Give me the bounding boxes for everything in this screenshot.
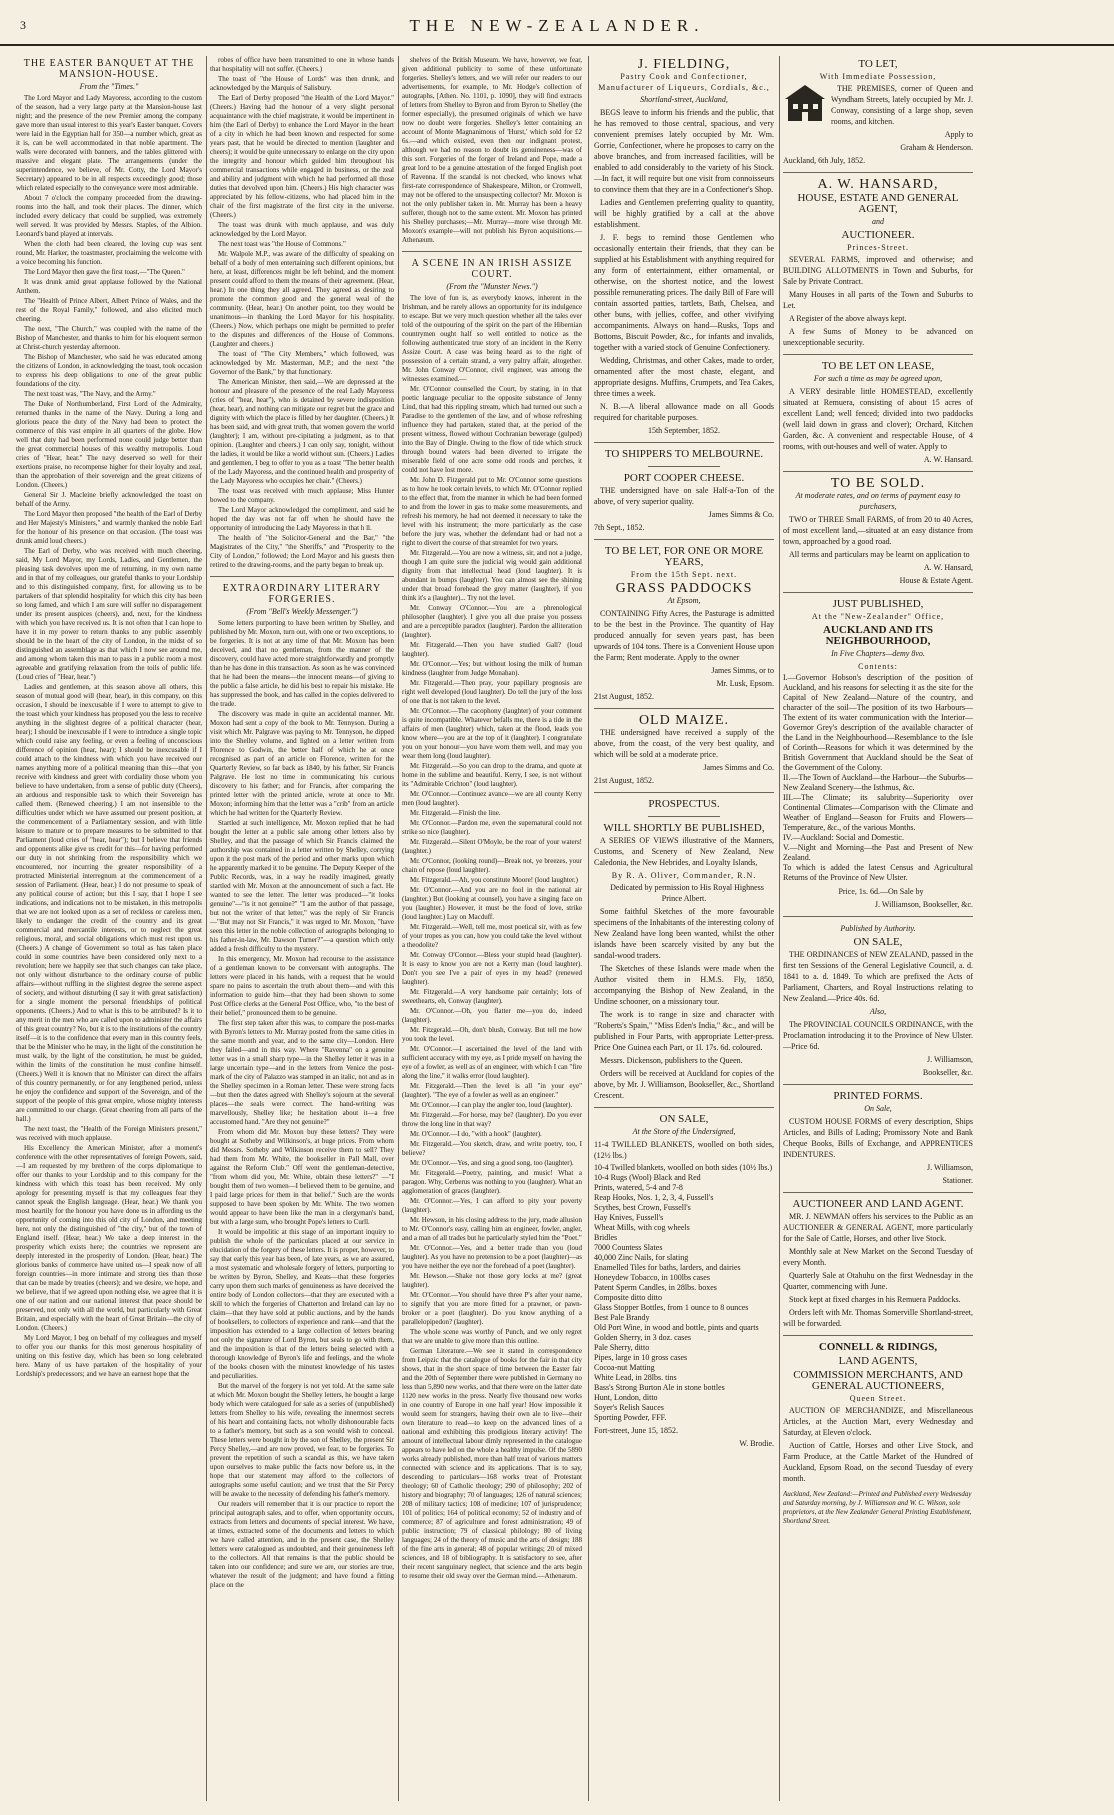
ad-date: 7th Sept., 1852. — [594, 523, 645, 532]
ad-text: THE ORDINANCES of NEW ZEALAND, passed in the first ten Sessions of the General Legislative Council, a. d. 1841 to a. d. 1849. To which are prefixed the Acts of Parliament, Charters, and Royal Instructions relating to New Zealand.—Price 40s. 6d. — [783, 950, 973, 1003]
paragraph: In this emergency, Mr. Moxon had recourse to the assistance of a gentleman known to be conversant with autographs. The letters were placed in his hands, with a request that he would spare no pains to ascertain the truth about them—and with this information to guide him—that they had been shown to some Post Office clerks at the General Post Office, who, "to the best of their belief," pronounced them to be genuine. — [210, 955, 394, 1017]
ad-date: 15th September, 1852. — [647, 426, 721, 435]
ad-signature: James Simms and Co. — [703, 763, 774, 772]
paragraph: Mr. O'Connor counselled the Court, by stating, in in that poetic language peculiar to the opposite substance of Jenny Lind, that had this rippling stream, which had turned out such a Paradise to the gentlemen of the law, and of whose refreshing influence they had partaken, stated that, at the period of the present witness, flowed without Cochranian bewerage (gulped) into the Bay of Dingle. Owing to the flow of tide which struck through bound waters had been diverted to irrigate the miserable field of one acre some odd roods and perches, it could not have lost more. — [402, 385, 582, 474]
paragraph: The discovery was made in quite an accidental manner. Mr. Moxon had sent a copy of the book to Mr. Tennyson. During a visit which Mr. Palgrave was paying to Mr. Tennyson, he dipped into the Shelley volume, and lighted on a letter written from Florence to Godwin, the better half of which he at once recognised as part of an article on Florence, written for the Quarterly Review, so far back as 1840, by his father, Sir Francis Palgrave. He lost no time in communicating his curious discovery to his father; and for Francis, after comparing the printed letter with the printed article, wrote at once to Mr. Moxon; informing him that the letter was a "crib" from an article which he had written for the Quarterly Review. — [210, 710, 394, 817]
ad-text: THE undersigned have on sale Half-a-Ton of the above, of very superior quality. — [594, 486, 774, 506]
ad-text: The Sketches of these Islands were made when the Author visited them in H.M.S. Fly, 1850, accompanying the Bishop of New Zealand, in the Undine schooner, on a missionary tour. — [594, 964, 774, 1006]
maize-advertisement — [594, 715, 774, 786]
paragraph: The toast of "the House of Lords" was then drunk, and acknowledged by the Marquis of Salisbury. — [210, 75, 394, 92]
paragraph: Mr. O'Connor.—The cacophony (laughter) of your comment is quite incompatible. Whatever befalls me, there is a tide in the affairs of men (laughter) which, taken at the flood, leads you know where—you are at the top of it (laughter). I congratulate you on your honour—you have worn them well, and may you wear them long (loud laughter). — [402, 707, 582, 760]
ad-subheading: Pastry Cook and Confectioner, Manufacturer of Liqueurs, Cordials, &c., — [598, 72, 770, 92]
ad-heading: ON SALE, — [659, 1113, 709, 1125]
article-title: THE EASTER BANQUET AT THE MANSION-HOUSE. — [23, 58, 195, 80]
fielding-advertisement — [594, 59, 774, 436]
ad-text: SEVERAL FARMS, improved and otherwise; and BUILDING ALLOTMENTS in Town and Suburbs, for Sale by Private Contract. — [783, 255, 973, 286]
ad-subheading: LAND AGENTS, — [838, 1355, 918, 1367]
ad-dedication: Dedicated by permission to His Royal Highness Prince Albert. — [610, 883, 764, 903]
paragraph: Mr. Fitzgerald.—Silent O'Moyle, be the roar of your waters! (laughter.) — [402, 838, 582, 855]
column-rule — [206, 56, 207, 1801]
sale-item: 10-4 Rugs (Wool) Black and Red — [594, 1173, 701, 1182]
paragraph: Mr. O'Connor, (looking round)—Break not, ye breezes, your chain of repose (loud laughter). — [402, 857, 582, 874]
ad-title: GRASS PADDOCKS — [615, 581, 753, 596]
ad-apply: Apply to — [944, 130, 973, 139]
paragraph: The toast of "The City Members," which followed, was acknowledged by Mr. Masterman, M.P.; and the next "the Governor of the Bank," by that functionary. — [210, 350, 394, 376]
ad-date: 21st August, 1852. — [594, 776, 655, 785]
ad-text: Auction of Cattle, Horses and other Live Stock, and Farm Produce, at the Cattle Market of the Hundred of Auckland, Epsom Road, on the second Tuesday of every month. — [783, 1441, 973, 1483]
divider — [648, 816, 720, 817]
sale-item: Soyer's Relish Sauces — [594, 1403, 664, 1412]
ad-heading: Published by Authority. — [840, 924, 916, 933]
column-5 — [783, 56, 973, 1801]
ad-subheading: AUCTIONEER. — [841, 229, 915, 241]
divider — [783, 172, 973, 173]
article-body — [402, 294, 582, 1346]
sale-item: Pale Sherry, ditto — [594, 1343, 650, 1352]
ad-address: Princes-Street. — [847, 243, 909, 252]
paragraph: The health of "the Solicitor-General and the Bar," "the Magistrates of the City," "the Sheriffs," and "Prosperity to the City of London," followed; the Lord Mayor and his guests then retired to the drawing-rooms, and the party began to break up. — [210, 534, 394, 569]
ad-heading: J. FIELDING, — [637, 57, 731, 72]
column-1 — [16, 56, 202, 1801]
contents-item: II.—The Town of Auckland—the Harbour—the Suburbs—New Zealand Scenery—the Isthmus, &c. — [783, 773, 973, 792]
ad-text: Many Houses in all parts of the Town and Suburbs to Let. — [783, 290, 973, 310]
sale-item: Golden Sherry, in 3 doz. cases — [594, 1333, 692, 1342]
sale-item: Old Port Wine, in wood and bottle, pints and quarts — [594, 1323, 759, 1332]
column-3 — [402, 56, 582, 1801]
paddocks-advertisement — [594, 546, 774, 702]
sale-item: Honeydew Tobacco, in 100lbs cases — [594, 1273, 710, 1282]
column-rule — [779, 56, 780, 1801]
divider — [783, 916, 973, 917]
sale-item: Best Pale Brandy — [594, 1313, 650, 1322]
contents-item: III.—The Climate; its salubrity—Superiority over Continental Climates—Comparison with the Climate and Weather of England—Season for Fruits and Flowers—Temperature, &c., of the various Months. — [783, 793, 973, 832]
forms-advertisement — [783, 1091, 973, 1186]
ad-date: 21st August, 1852. — [594, 692, 655, 701]
paragraph: General Sir J. Macleine briefly acknowledged the toast on behalf of the Army. — [16, 491, 202, 508]
contents-item: I.—Governor Hobson's description of the position of Auckland, and his reasons for selecting it as the site for the Capital of New Zealand—Nature of the country, and character of the soil—The position of its two Harbours—The extent of its water communication with the Interior—Governor Grey's description of the available character of the Land in the Neighbourhood—Resemblance to the Isle of Corinth—Reasons for which it was determined by the British Government that Auckland should be the Seat of the Government of the Colony. — [783, 673, 973, 772]
paragraph: The next toast was "the House of Commons." — [218, 240, 346, 248]
ad-address: Queen Street. — [849, 1394, 907, 1403]
ad-text: MR. J. NEWMAN offers his services to the Public as an AUCTIONEER & GENERAL AGENT, more particularly for the Sale of Cattle, Horses, and other live Stock. — [783, 1212, 973, 1243]
ad-also: Also, — [869, 1007, 887, 1016]
divider — [648, 466, 720, 467]
ad-signature: W. Brodie. — [739, 1439, 774, 1448]
ad-signature: J. Williamson, — [927, 1055, 973, 1064]
ad-heading: TO SHIPPERS TO MELBOURNE. — [604, 448, 764, 460]
sale-item: Composite ditto ditto — [594, 1293, 663, 1302]
paragraph: When the cloth had been cleared, the loving cup was sent round, Mr. Harker, the toastmaster, proclaiming the welcome with a voice becoming his function. — [16, 240, 202, 266]
sale-item: Pipes, large in 10 gross cases — [594, 1353, 688, 1362]
ad-title: AUCKLAND AND ITS NEIGHBOURHOOD, — [822, 624, 934, 647]
paragraph: The next toast, the "Health of the Foreign Ministers present," was received with much applause. — [16, 1125, 202, 1142]
ad-place: At Epsom, — [667, 596, 701, 605]
divider — [783, 592, 973, 593]
ad-text: A Register of the above always kept. — [789, 314, 907, 323]
ad-text: THE undersigned have received a supply of the above, from the coast, of the very best quality, and which will be sold at a moderate price. — [594, 728, 774, 759]
paragraph: Mr. Hewson.—Shake not those gory locks at me? (great laughter). — [402, 1272, 582, 1289]
paragraph: robes of office have been transmitted to one in whose hands that hospitality will not suffer. (Cheers.) — [210, 56, 394, 73]
ad-heading: PROSPECTUS. — [648, 798, 720, 810]
divider — [594, 1107, 774, 1108]
paragraph: shelves of the British Museum. We have, however, we fear, given additional publicity to some of these unfortunate forgeries. Shelley's letters, and we will refer our readers to our advertisements, for example, to Mr. Hodge's collection of autographs, [Athen. No. 1101, p. 1090], they will find extracts of letters from Shelley to Byron and from Byron to Shelley (the former especially), the presumed originals of which we have now no doubt were forgeries. Shelley's letter containing an account of Monte Magnanimous of 'Hurst,' which sold for £2 6s.—and which existed, even then our indignant protest, although we had no reason to doubt its genuineness—was of this sort. Forgeries of the forger of Ireland and Pope, made a great lord to be a genuine attestation of the forged English poet of Ravenna. If the scandal is not checked, who knows what first-rate correspondence of Shakespeare, Milton, or Cromwell, may not be offered to the unsuspecting collector? Mr. Moxon is not the only publisher taken in. Mr. Murray has been a heavy sufferer, though not to the same extent. Mr. Moxon has printed his Shelley purchases;—Mr. Murray—more wise through Mr. Moxon's example—will not publish his Byron acquisitions.—Athenæum. — [402, 56, 582, 244]
paragraph: The American Minister, then said,—We are depressed at the honour and pleasure of the presence of the real Lady Mayoress (cries of "hear, hear"), who is detained by severe indisposition (hear, hear), and nothing can mitigate our regret but the grace and dignity with which the place is filled by her daughter. (Cheers.) It has been said, and with great truth, that women govern the world (laughter); I am, without pre-cipitating a judgment, as to that opinion. (Laughter and cheers.) I can only say, tonight, without the ladies, it would be like a world without sun. (Cheers.) Ladies and gentlemen, I beg to offer to you as a toast "The better health of the Lady Mayoress, and the continued health and prosperity of the Lady Mayoress who occupies her chair." (Cheers.) — [210, 378, 394, 485]
sale-item: Hay Knives, Fussell's — [594, 1213, 664, 1222]
ad-signature: J. Williamson, — [927, 1163, 973, 1172]
ad-subheading: At the Store of the Undersigned, — [632, 1127, 736, 1136]
paragraph: The Earl of Derby, who was received with much cheering, said, My Lord Mayor, my Lords, Ladies, and Gentlemen, the pleasing task devolves upon me of returning, in my own name and in that of my colleagues, our grateful thanks to your Lordship and to this distinguished company, first, for allowing us to be partakers of that splendid hospitality for which this city has been so long famed, and which I am sure will suffer no disparagement under its present auspices (cheers), and, next, for the kindness with which you have received us. It is not often that I can hope to have it in my power to return thanks to any public assembly should be in the heart of the city of London, in the midst of so distinguished an assemblage as that which I now see around me, and among whom taken this man to pass in a public room a most agreeable and gratifying relaxation from the toils of public life. (Loud cries of "Hear, hear.") — [16, 547, 202, 681]
column-2 — [210, 56, 394, 1801]
paragraph: It was drunk amid great applause followed by the National Anthem. — [16, 278, 202, 295]
paragraph: Mr. O'Connor.—You should have three P's after your name, to signify that you are more fitted for a prawner, or pawn-broker or a poet (laughter). Do you know anything of a parallelopipedon? (laughter). — [402, 1291, 582, 1326]
column-rule — [588, 56, 589, 1801]
ad-subheading: COMMISSION MERCHANTS, AND GENERAL AUCTIONEERS, — [793, 1369, 963, 1392]
divider — [783, 471, 973, 472]
ad-signature: James Simms, or to — [711, 666, 774, 675]
paragraph: The Bishop of Manchester, who said he was educated among the citizens of London, in acknowledging the toast, took occasion to express his deep obligations to one of the great public foundations of the city. — [16, 353, 202, 388]
newspaper-title: THE NEW-ZEALANDER. — [409, 16, 705, 35]
ad-text: A VERY desirable little HOMESTEAD, excellently situated at Remuera, consisting of about 15 acres of excellent Land; well fenced; divided into two paddocks (well laid down in grass and clover); Orchard, Kitchen Garden, &c. A convenient and respectable House, of 4 rooms, with out-houses and well of water. Apply to — [783, 387, 973, 451]
paragraph: Mr. O'Connor.—Yes, and a better trade than you (loud laughter). As you have no pretension to be a poet (laughter)—as you have neither the eye nor the forehead of a poet (laughter). — [402, 1244, 582, 1270]
divider — [783, 1192, 973, 1193]
sale-item: Patent Sperm Candles, in 28lbs. boxes — [594, 1283, 717, 1292]
ad-text: All terms and particulars may be learnt on application to — [789, 550, 970, 559]
article-source: (From "Bell's Weekly Messenger.") — [246, 607, 358, 616]
article-title: A SCENE IN AN IRISH ASSIZE COURT. — [411, 258, 573, 280]
contents-list — [783, 673, 973, 883]
ad-text: N. B.—A liberal allowance made on all Goods required for charitable purposes. — [594, 402, 774, 422]
paragraph: Mr. O'Connor.—I can play the angler too, loud (laughter). — [410, 1101, 573, 1109]
paragraph: The toast was drunk with much applause, and was duly acknowledged by the Lord Mayor. — [210, 221, 394, 238]
paragraph: Mr. John D. Fitzgerald put to Mr. O'Connor some questions as to how he took certain levels, to which Mr. O'Connor replied to the effect that, from the manner in which he had been formed to and from the lower in gas to make some measurements, and refresh his memory, he had not deemed it necessary to take the level with his instrument; the more particularly as the case before the jury was, whether the defendant had or had not a right to divert the course of that streamlet for two years. — [402, 476, 582, 547]
authority-advertisement — [783, 923, 973, 1078]
lease-advertisement — [783, 361, 973, 465]
paragraph: Mr. Fitzgerald.—Oh, don't blush, Conway. But tell me how you took the level. — [402, 1026, 582, 1043]
house-icon — [783, 85, 827, 123]
paragraph: The toast was received with much applause; Miss Hunter bowed to the company. — [210, 487, 394, 504]
page-number: 3 — [20, 18, 26, 32]
paragraph: It would be impolitic at this stage of an important inquiry to publish the whole of the particulars placed at our service in elucidation of the forgery of these letters. It is proper, however, to say that early this year has been, of late years, as we are assured, a most systematic and wholesale forgery of letters, purporting to be written by Byron, Shelley, and Keats—that these forgeries carry upon them such marks of genuineness as have deceived the entire body of London collectors—that they are executed with a skill to which the forgeries of Chatterton and Ireland can lay no claim—that they have sold at public auctions, and by the hands of booksellers, to collectors of experience and rank—and that the imposition has extended to a large collection of letters bearing not only the signature of Lord Byron, but seals to go with them, and the imposition is that of the letters being selected with a thorough knowledge of Byron's life and feelings, and the whole of the books chosen with the minutest knowledge of his tastes and peculiarities. — [210, 1228, 394, 1380]
paragraph: The Lord Mayor and Lady Mayoress, according to the custom of the season, had a very large party at the Mansion-house last night; and the presence of the new Premier among the company gave more than usual interest to this year's Easter banquet. Covers were laid in the Egyptian hall for 350—a number which, great as it is, can be well accommodated in that noble apartment. The walls were decorated with banners, and the tables glittered with massive and elegant plate. The arrangements (under the superintendence, we believe, of Mr. Cotty, the Lord Mayor's Secretary) appeared to be in all respects exceedingly good; those which related especially to the conveyance were most admirable. — [16, 94, 202, 192]
divider — [783, 1084, 973, 1085]
paragraph: Our readers will remember that it is our practice to report the principal autograph sales, and to offer, when opportunity occurs, extracts from letters and documents of special interest. We have, at times, extracted some of the documents and letters to which we have called attention, and in the present case, the Shelley letters were catalogued as undoubted, and their genuineness left to the collectors. All that remains is that the public should be taken into our confidence; and sure we are, our stories are true, whatever the result of the judgment; and have found a fitting place on the — [210, 1500, 394, 1589]
ad-text: Ladies and Gentlemen preferring quality to quantity, will be highly gratified by a call at the above establishment. — [594, 198, 774, 229]
ad-heading: TO BE SOLD. — [830, 476, 926, 491]
column-4 — [594, 56, 774, 1801]
brodie-sale-advertisement — [594, 1114, 774, 1449]
paragraph: Mr. Walpole M.P., was aware of the difficulty of speaking on behalf of a body of men entertaining such different opinions, but here, at least, differences might be left behind, and the moment present could afford to them the means of their agreement. (Hear, hear.) In one thing they all agreed. They agreed as desiring to promote the common good and the general weal of the community. (Hear, hear.) On another point, too they would be unanimous—in thanking the Lord Mayor for his hospitality. (Cheers.) Now, which perhaps one might be permitted to prefer to the disputes and differences of the House of Commons. (Laughter and cheers.) — [210, 250, 394, 348]
ad-subheading: At moderate rates, and on terms of payment easy to purchasers, — [795, 491, 961, 511]
ad-heading: A. W. HANSARD, — [817, 177, 939, 192]
connell-advertisement — [783, 1342, 973, 1484]
ad-text: BEGS leave to inform his friends and the public, that he has removed to those central, spacious, and very convenient premises lately occupied by Mr. Wm. Gorrie, Confectioner, where he proposes to carry on the above branches, and from increased facilities, will be enabled to add considerably to the variety of his Stock.—In fact, it will require but one visit from connoisseurs to convince them that they are in a Confectioner's Shop. — [594, 108, 774, 194]
paragraph: Mr. Hewson, in his closing address to the jury, made allusion to Mr. O'Connor's easy, calling him an engineer, fowler, angler, and a man of all trades but he particularly styled him the "Poet." — [402, 1216, 582, 1242]
ad-lead-item: 11-4 TWILLED BLANKETS, woolled on both sides, (12½ lbs.) — [594, 1140, 774, 1160]
contents-item: IV.—Auckland: Social and Domestic. — [783, 833, 904, 842]
prospectus-advertisement — [594, 799, 774, 1101]
paragraph: Mr. O'Connor.—Yes, and sing a good song, too (laughter). — [410, 1159, 574, 1167]
masthead — [0, 14, 1114, 46]
ad-price: Price, 1s. 6d.—On Sale by — [838, 887, 924, 896]
ad-text: CUSTOM HOUSE FORMS of every description, Ships Articles, and Bills of Lading; Promissory Note and Bank Cheque Books, Bills of Exchange, and APPRENTICES INDENTURES. — [783, 1117, 973, 1159]
ad-subheading: At the "New-Zealander" Office, — [811, 612, 945, 621]
sale-item: Wheat Mills, with cog wheels — [594, 1223, 690, 1232]
divider — [210, 576, 394, 577]
ad-text: A SERIES OF VIEWS illustrative of the Manners, Customs, and Scenery of New Zealand, New Caledonia, the New Hebrides, and Loyalty Islands, — [594, 836, 774, 867]
paragraph: Mr. O'Connor.—And you are no fool in the national air (laughter.) But (looking at counsel), you have a singing face on you (laughter.) However, it must be the food of love, strike (loud laughter.) Lay on Macduff. — [402, 886, 582, 921]
paragraph: The "Health of Prince Albert, Albert Prince of Wales, and the rest of the Royal Family," followed, and also elicited much cheering. — [16, 297, 202, 323]
ad-heading: TO BE LET, FOR ONE OR MORE YEARS, — [604, 545, 764, 568]
ad-subheading: WILL SHORTLY BE PUBLISHED, — [603, 822, 765, 834]
ad-text: AUCTION OF MERCHANDIZE, and Miscellaneous Articles, at the Auction Mart, every Wednesday and Saturday, at Eleven o'clock. — [783, 1406, 973, 1437]
paragraph: The next, "The Church," was coupled with the name of the Bishop of Manchester, and thanks to him for his eloquent sermon at Christ-church yesterday afternoon. — [16, 325, 202, 351]
ad-subheading: ON SALE, — [853, 936, 903, 948]
ad-subheading: From the 15th Sept. next. — [630, 570, 738, 579]
ad-date: Auckland, 6th July, 1852. — [783, 156, 866, 165]
sale-item: Cocoa-nut Matting — [594, 1363, 655, 1372]
paragraph: Mr. Fitzgerald.—Then you have studied Gall? (loud laughter). — [402, 641, 582, 658]
sale-item: White Lead, in 28lbs. tins — [594, 1373, 677, 1382]
paragraph: Mr. Fitzgerald.—Poetry, painting, and music! What a paragon. Why, Cerberus was nothing to you (laughter). What an agglomeration of graces (laughter). — [402, 1169, 582, 1195]
paragraph: Mr. Conway O'Connor.—You are a phrenological philosopher (laughter). I give you all due praise you possess and are a perceptible paradox (laughter). Pardon the alliteration (laughter). — [402, 604, 582, 639]
ad-conjunction: and — [872, 217, 884, 226]
ad-signature: House & Estate Agent. — [899, 576, 973, 585]
paragraph: Mr. Fitzgerald.—Then pray, your papillary prognosis are right well developed (loud laughter). Do tell the jury of the loss of one that is not taken to the level. — [402, 679, 582, 705]
ad-contents-label: Contents: — [858, 662, 898, 671]
paragraph: Mr. O'Connor.—I ascertained the level of the land with sufficient accuracy with my eye, as I pride myself on having the eye of a fowler, as well as of an engineer, with which I can "fire along the line," it walks error (loud laughter). — [402, 1045, 582, 1080]
ad-text: The PROVINCIAL COUNCILS ORDINANCE, with the Proclamation introducing it to the Province of New Ulster.—Price 6d. — [783, 1020, 973, 1051]
sale-item-list — [594, 1163, 774, 1423]
ad-text: J. F. begs to remind those Gentlemen who occasionally entertain their friends, that they can be supplied at his Establishment with anything required for any form of entertainment, either ornamental, or otherwise, on the shortest notice, and the lowest possible remunerating prices. The daily Bill of Fare will contain assorted patties, tartlets, Bath, Chelsea, and other buns, with jellies, coffee, and other vivifying accompaniments. Always on hand—Rusks, Tops and Bottoms, Biscuit Powder, &c., for infants and invalids, together with a varied stock of Genuine Confectionery. — [594, 233, 774, 352]
ad-heading: TO BE LET ON LEASE, — [821, 360, 935, 372]
ad-signature: Stationer. — [942, 1176, 973, 1185]
ad-text: TWO or THREE Small FARMS, of from 20 to 40 Acres, of most excellent land,—situated at an easy distance from town, approached by a good road. — [783, 515, 973, 546]
ad-heading: TO LET, — [858, 58, 898, 70]
contents-item: V.—Night and Morning—the Past and Present of New Zealand. — [783, 843, 973, 862]
ad-signature: A. W. Hansard. — [923, 455, 973, 464]
divider — [594, 708, 774, 709]
ad-signature: Graham & Henderson. — [900, 143, 973, 152]
sale-item: Hunt, London, ditto — [594, 1393, 658, 1402]
ad-signature: Mr. Lusk, Epsom. — [716, 679, 774, 688]
ad-signature: J. Williamson, Bookseller, &c. — [874, 900, 973, 909]
ad-subheading: With Immediate Possession, — [819, 72, 937, 81]
ad-heading: JUST PUBLISHED, — [832, 598, 924, 610]
paragraph: Mr. Fitzgerald.—Then the level is all "in your eye" (laughter). "The eye of a fowler as well as an engineer." — [402, 1082, 582, 1099]
article-body — [16, 94, 202, 1379]
divider — [783, 354, 973, 355]
sale-item: 7000 Countess Slates — [594, 1243, 663, 1252]
paragraph: Mr. Fitzgerald.—A very handsome pair certainly; lots of sweethearts, eh, Conway (laughter). — [402, 988, 582, 1005]
paragraph: My Lord Mayor, I beg on behalf of my colleagues and myself to offer you our thanks for this most generous hospitality of uniting on this festive day, which has been so long celebrated here. Many of us have partaken of the hospitality of your Lordship's predecessors; and we have an earnest hope that the — [16, 1334, 202, 1378]
paragraph: Mr. Conway O'Connor.—Bless your stupid head (laughter). It is easy to know you are not a Kerry man (loud laughter). Don't you see I've a pair of eyes in my head? (renewed laughter). — [402, 951, 582, 986]
paragraph: Mr. O'Connor.—Yes; but without losing the milk of human kindness (laughter from Judge Monahan). — [402, 660, 582, 677]
shippers-advertisement — [594, 449, 774, 533]
ad-author: By R. A. Oliver, Commander, R.N. — [611, 871, 757, 880]
ad-subheading: On Sale, — [864, 1104, 892, 1113]
divider — [783, 1335, 973, 1336]
paragraph: About 7 o'clock the company proceeded from the drawing-rooms into the hall, and took their places. The dinner, which included every delicacy that could be supplied, was extremely well served. It was provided by Messrs. Staples, of the Albion. Leonard's band played at intervals. — [16, 194, 202, 238]
sale-item: Scythes, best Crown, Fussell's — [594, 1203, 691, 1212]
ad-subheading: HOUSE, ESTATE AND GENERAL AGENT, — [797, 192, 959, 215]
ad-text: Quarterly Sale at Otahuhu on the first Wednesday in the Quarter, commencing with June. — [783, 1271, 973, 1291]
ad-heading: CONNELL & RIDINGS, — [818, 1341, 938, 1353]
sale-item: Bridles — [594, 1233, 618, 1242]
sale-item: 10-4 Twilled blankets, woolled on both sides (10½ lbs.) — [594, 1163, 773, 1172]
paragraph: The Lord Mayor then gave the first toast,—"The Queen." — [24, 268, 185, 276]
paragraph: Startled at such intelligence, Mr. Moxon replied that he had bought the letter at a public sale among other letters also by Shelley, and that the passage of which Sir Francis claimed the authorship was contained in a letter written by Shelley, corrying upon it the post mark of the period and other marks upon which he apparently marked it to be genuine. The Deputy Keeper of the Public Records, was, in a way he readily imagined, greatly startled with Mr. Moxon at the announcement of such a fact. He wanted to see the letter. The letter was produced—"it looks genuine"—"is it not genuine?" "I am the author of that passage, but not the writer of that letter," was the reply of Sir Francis —"But may not Sir Francis," it was urged to Mr. Moxon, "have seen this letter in the noble collection of autographs belonging to his father-in-law, Mr. Dawson Turner?"—a question which only added a fresh difficulty to the mystery. — [210, 819, 394, 953]
paragraph: Mr. Fitzgerald.—Finish the line. — [410, 809, 501, 817]
paragraph: Ladies and gentlemen, at this season above all others, this season of mutual good will (hear, hear), in this company, on this occasion, I should be inexcusable if I were to attempt to give to the toast which your kindness has proposed you the less to receive anything in the slightest degree of a political character (hear, hear); I should be inexcusable if I were to introduce a single topic which could raise any feeling, or even a feeling of unconscious difference of opinion (hear, hear); I should be inexcusable if I could attach to the kindness with which you have received our names anything more of a political meaning than this—that you receive with kindness and greet with cordiality those whom you believe to have undertaken, from a sense of public duty (Cheers), an arduous and responsible task to which their Sovereign has called them. (Renewed cheering.) I am not insensible to the difficulties under which we have assumed our present position, at the commencement of a Parliamentary session, and with little leisure to mature or to prepare measures to be submitted to that Parliament (loud cries of "hear, hear"); but I believe that friends and opponents alike give us credit for this—for having performed our duty in not shrinking from the responsibility which we encountered, nor incurring the greater responsibility of a protracted Ministerial interregnum at the commencement of a session of Parliament. (Hear, hear.) I do not presume to speak of any political course of action; but this I say, that I hope I see indications, and indications not to be mistaken, in this metropolis that we are not looked upon as a set of reckless or careless men, likely to endanger the credit of the country and its great commercial and mercantile interests, or to neglect the great religious, moral, and social obligations which must rest upon us. (Cheers.) A change of Government so total as has taken place could in some countries have been considered only next to a revolution; here we happily see that such changes can take place, not only without disturbance to the ordinary course of public affairs—without ruffling in the slightest degree the serene aspect of society, and without disturbing (I say it with great satisfaction) for a single moment the personal friendships of political opponents. (Cheers.) And to what is this to be attributed? Is it to any merit in the men who are called upon to administer the affairs of this great country? No, but it is to the institutions of the country itself—it is to the confidence that every man in this country feels, that be the Minister who he may, in the light of the constitution he must walk, by the light of the constitution, he must be guided, within the limits of the constitution he must confine himself. (Cheers.) Well it is known that no Minister can direct the affairs of this country permanently, or for any lengthened period, unless he enjoy the confidence and support of the Sovereign, and of the support of the people of this great empire, whose mighty interests are committed to our charge. (Great cheering from all parts of the hall.) — [16, 683, 202, 1123]
divider — [594, 539, 774, 540]
ad-text: Orders will be received at Auckland for copies of the above, by Mr. J. Williamson, Bookseller, &c., Shortland Crescent. — [594, 1069, 774, 1100]
paragraph: From whom did Mr. Moxon buy these letters? They were bought at Sotheby and Wilkinson's, at huge prices. From whom did Messrs. Sotheby and Wilkinson receive them to sell? They had them from Mr. White, the bookseller in Pall Mall, over against the Reform Club." Off went the gentleman-detective, "from whom did you, Mr. White, obtain these letters?" —"I bought them of two women—I believed them to be genuine, and I paid large prices for them in that belief." Such are the words supposed to have been spoken by Mr. White. The two women would appear to have been like the man in a clergyman's band, but with a large sum, who brought Pope's letters to Curll. — [210, 1128, 394, 1226]
ad-heading: OLD MAIZE. — [638, 713, 730, 728]
tolet-advertisement — [783, 59, 973, 166]
sold-advertisement — [783, 478, 973, 586]
ad-date: Fort-street, June 15, 1852. — [594, 1426, 678, 1435]
ad-text: THE PREMISES, corner of Queen and Wyndham Streets, lately occupied by Mr. J. Conway, consisting of a large shop, seven rooms, and kitchen. — [831, 84, 973, 126]
ad-text: The work is to range in size and character with "Roberts's Spain," "Miss Eden's India," &c., and will be published in Four Parts, with appropriate Letter-press. Price One Guinea each Part, or 1l. 17s. 6d. coloured. — [594, 1010, 774, 1052]
ad-signature: James Simms & Co. — [708, 510, 774, 519]
ad-signature: A. W. Hansard, — [923, 563, 973, 572]
paragraph: Mr. Fitzgerald.—Ah, you constitute Moore! (loud laughter.) — [410, 876, 578, 884]
column-rule — [398, 56, 399, 1801]
ad-heading: PRINTED FORMS. — [833, 1090, 923, 1102]
paragraph: The love of fun is, as everybody knows, inherent in the Irishman, and he rarely allows an opportunity for its indulgence to escape. But we very much question whether all the tales ever told of the outpouring of the spirit on the part of the Hibernian countrymen ought half so well entitled to notice as the following authenticated true story of an incident in the Kerry Assize Court. A case was being heard as to the right of possession of a certain strand, a very paltry affair, altogether. Mr. John Conway O'Connor, civil engineer, was among the witnesses examined.— — [402, 294, 582, 383]
ad-address: Shortland-street, Auckland, — [640, 95, 728, 104]
paragraph: The whole scene was worthy of Punch, and we only regret that we are unable to give more than this outline. — [402, 1328, 582, 1345]
divider — [594, 792, 774, 793]
ad-format: In Five Chapters—demy 8vo. — [831, 649, 925, 658]
paragraph: Mr. O'Connor.—Oh, you flatter me—you do, indeed (laughter). — [402, 1007, 582, 1024]
sale-item: 40,000 Zinc Nails, for slating — [594, 1253, 689, 1262]
sale-item: Glass Stopper Bottles, from 1 ounce to 8 ounces — [594, 1303, 749, 1312]
published-advertisement — [783, 599, 973, 910]
article-source: (From the "Munster News.") — [446, 282, 538, 291]
sale-item: Sporting Powder, FFF. — [594, 1413, 667, 1422]
ad-subheading: PORT COOPER CHEESE. — [623, 472, 745, 484]
ad-text: A few Sums of Money to be advanced on unexceptionable security. — [783, 327, 973, 347]
ad-subheading: For such a time as may be agreed upon, — [813, 374, 943, 383]
ad-signature: Bookseller, &c. — [922, 1068, 973, 1077]
paragraph: Mr. Fitzgerald.—You are now a witness, sir, and not a judge, though I am quite sure the judicial wig would gain additional dignity from that intellectual head (loud laughter). It is abundant in bumps (laughter). You can almost see the shining under that broad forehead the grey matter (laughter), if you think it's a (laughter)... Try not the level. — [402, 549, 582, 602]
paragraph: Mr. Fitzgerald.—For horse, may be? (laughter). Do you ever throw the long line in that way? — [402, 1111, 582, 1128]
paragraph: The next toast was, "The Navy, and the Army." — [24, 390, 156, 398]
newman-advertisement — [783, 1199, 973, 1329]
paragraph: The Duke of Northumberland, First Lord of the Admiralty, returned thanks in the name of the Navy. During a long and glorious peace the duty of the Navy had been to protect the commerce of this vast empire in all quarters of the globe. How well that duty had been performed none could judge better than the great commercial houses of this wealthy metropolis. Loud cries of "Hear, hear." The navy deserved so well for their exertions praise, no recompense higher for their loyalty and zeal, than the approbation of their sovereign and the great citizens of London. (Cheers.) — [16, 400, 202, 489]
hansard-advertisement — [783, 179, 973, 348]
paragraph: Mr. Fitzgerald.—Well, tell me, most poetical sir, with as few of your tropes as you can, how you could take the level without a theodolite? — [402, 923, 582, 949]
paragraph: Mr. O'Connor.—Continuez avance—we are all county Kerry men (loud laughter). — [402, 790, 582, 807]
paragraph: Some letters purporting to have been written by Shelley, and published by Mr. Moxon, turn out, with one or two exceptions, to be forgeries. It is not at any time of that Mr. Moxon has been deceived, and that no gentleman, from the manner of the discovery, could have acted more straightforwardly and promptly than he has done in this transaction. As soon as he was convinced that he had been the means—the innocent means—of giving to the public a false article, he did his best to repair his mistake. He has suppressed the book, and has called in the copies delivered to the trade. — [210, 619, 394, 708]
paragraph: The Lord Mayor then proposed "the health of the Earl of Derby and Her Majesty's Ministers," and warmly thanked the noble Earl for the honour of his presence on that occasion. (The toast was drunk amid loud cheers.) — [16, 510, 202, 545]
ad-text: Wedding, Christmas, and other Cakes, made to order, ornamented after the most chaste, elegant, and appropriate designs. Muffins, Crumpets, and Tea Cakes, three times a week. — [594, 356, 774, 398]
paragraph: Mr. O'Connor.—Pardon me, even the supernatural could not strike so nice (laughter). — [402, 819, 582, 836]
paragraph: German Literature.—We see it stated in correspondence from Leipzic that the catalogue of books for the fair in that city shows, that in the short space of time between the Easter fair and the 20th of September there were published in Germany no less than 5,890 new works, and that there were on the latter date 1120 new works in the press. Nearly five thousand new works in one country of Europe in one half year! How impossible it would seem for strangers, having their own ale to live—their own literature to read—to keep on the advanced lines of a national amd exhibiting this prodigious literary activity! The amount of intellectual labour dimly represented in the catalogue appears to have led on the whole a healthy impulse. Of the 5890 works already published, more than half treat of various matters connected with science and its applications. That is to say, descending to particulars—168 works treat of Protestant theology; 60 of Catholic theology; 290 of philosophy; 202 of history and biography; 70 of languages; 126 of natural sciences; 208 of military tactics; 108 of medicine; 107 of jurisprudence; 101 of politics; 164 of political economy; 52 of industry and of commerce; 87 of agriculture and forest administration; 49 of public instruction; 79 of classical philology; 80 of living languages; 24 of the theory of music and the arts of design; 188 of the fine arts in general; 48 of popular writings; 20 of mixed sciences, and 18 of bibliography. It is satisfactory to see, after their recent sanguinary neglect, that science and the arts begin to resume their old sway over the German mind.—Athenæum. — [402, 1347, 582, 1580]
sale-item: Bass's Strong Burton Ale in stone bottles — [594, 1383, 725, 1392]
paragraph: Mr. Fitzgerald.—So you can drop to the drama, and quote at home in the sublime and beautiful. Kerry, I see, is not without its "Admirable Crichton" (loud laughter). — [402, 762, 582, 788]
article-title: EXTRAORDINARY LITERARY FORGERIES. — [222, 583, 382, 605]
paragraph: The Earl of Derby proposed "the Health of the Lord Mayor." (Cheers.) Having had the honour of a very slight personal acquaintance with the chief magistrate, it would be impertinent in him (the Earl of Derby) to enhance the Lord Mayor in the heart of a city in which he had been known and respected for some years past, that he would be directed to mention (laughter and cheers); it would be quite unnecessary to enlarge on the city upon the integrity and honour which guided him throughout his commercial transactions while engaged in business, or the zeal and ability and judgment with which he had performed all those duties that devolved upon him. (Cheers.) His high character was appreciated by his fellow-citizens, who had placed him in the chair of the first magistrate of the first city in the universe. (Cheers.) — [210, 94, 394, 219]
contents-item: To which is added the latest Census and Agricultural Returns of the Province of New Ulster. — [783, 863, 973, 882]
divider — [402, 251, 582, 252]
sale-item: Enamelled Tiles for baths, larders, and dairies — [594, 1263, 741, 1272]
ad-text: Monthly sale at New Market on the Second Tuesday of every Month. — [783, 1247, 973, 1267]
ad-text: CONTAINING Fifty Acres, the Pasturage is admitted to be the best in the Province. The quantity of Hay produced annually for seven years past, has been upwards of 104 tons. There is a Convenient House upon the Farm; Rent moderate. Apply to the owner — [594, 609, 774, 662]
ad-text: Some faithful Sketches of the more favourable specimens of the Inhabitants of the interesting colony of New Zealand have long been wanted, whilst the other islands have been scarcely visited by any but the sandal-wood traders. — [594, 907, 774, 960]
sale-item: Prints, watered, 5-4 and 7-8 — [594, 1183, 683, 1192]
paragraph: His Excellency the American Minister, after a moment's conference with the other representatives of foreign Powers, said,—I am requested by my brethren of the corps diplomatique to offer our thanks to your Lordship and to this company for the kindness with which this toast has been received. My only apology for presenting myself is that my colleagues fear they cannot speak the English language. (Hear, hear.) We thank you most heartily for the honour you have done us in affording us the opportunity of coming into this old city of London, and meeting here, not only the distinguished of "the city," but of the town of England itself. (Hear, hear.) We take a deep interest in the prosperity which exists here; the countries we represent are deeply interested in the prosperity of London. (Hear, hear.) The glorious banks of commerce have united us—I speak now of all foreign countries—in more intimate and strong ties than those that can be made by treaties (cheers); and we desire, we hope, and we believe, that if we agreed upon nothing else, we agree that it is one of our nation and our national interest that peace should be preserved, not only with all the world, but particularly with Great Britain, and especially with the heart of Great Britain—the city of London. (Cheers.) — [16, 1144, 202, 1332]
divider — [594, 442, 774, 443]
ad-text: Stock kept at fixed charges in his Remuera Paddocks. — [789, 1295, 961, 1304]
paragraph: Mr. O'Connor.—Yes, I can afford to pity your poverty (laughter). — [402, 1197, 582, 1214]
ad-text: Orders left with Mr. Thomas Somerville Shortland-street, will be forwarded. — [783, 1308, 973, 1328]
paragraph: The first step taken after this was, to compare the post-marks with Byron's letters to Mr. Murray posted from the same cities in the same month and year, and to the same city—London. Here they failed—and in this way. Where "Ravenna" on a genuine letter was in a small sharp type—in the Shelley letter it was in a large uncertain type—and in the letters from Venice the post-mark of the city of Palazzo was stamped in an italic, not and as in the Shelley specimen in a Roman letter. These were strong facts—but then the dates agreed with Shelley's sojourn at the several places—the seals were correct. The hand-writing was marvellously, Shelley like; he hesitation about it—a free accustomed hand. "Are they not genuine?" — [210, 1019, 394, 1126]
article-source: From the "Times." — [79, 82, 139, 91]
paragraph: But the marvel of the forgery is not yet told. At the same sale at which Mr. Moxon bought the Shelley letters, he bought a large body which were catalogued for sale as a series of (unpublished) letters from Shelley to his wife, revealing the innermost secrets of his heart and containing facts, not wholly dishonourable facts to a father's memory, but such as a son would wish to conceal. These letters were bought in by the son of Shelley, the present Sir Percy Shelley,—and are now proved, we fear, to be forgeries. To prevent the repetition of such a scandal as this, we have taken upon ourselves to make public the facts now before us, in the hope that our statement may afford to the collectors of autographs some useful caution; and we trust that the Sir Percy will be awake to the necessity of defending his father's memory. — [210, 1382, 394, 1498]
printer-imprint: Auckland, New Zealand:—Printed and Published every Wednesday and Saturday morning, by J. Williamson and W. C. Wilson, sole proprietors, at the New Zealander General Printing Establishment, Shortland Street. — [783, 1490, 972, 1525]
sale-item: Reap Hooks, Nos. 1, 2, 3, 4, Fussell's — [594, 1193, 714, 1202]
paragraph: Mr. Fitzgerald.—You sketch, draw, and write poetry, too, I believe? — [402, 1140, 582, 1157]
ad-text: Messrs. Dickenson, publishers to the Queen. — [600, 1056, 743, 1065]
ad-heading: AUCTIONEER AND LAND AGENT. — [792, 1198, 964, 1210]
paragraph: Mr. O'Connor.—I do, "with a hook" (laughter). — [410, 1130, 542, 1138]
paragraph: The Lord Mayor acknowledged the compliment, and said he hoped the day was not far off when he should have the opportunity of introducing the Lady Mayoress in that h ll. — [210, 506, 394, 532]
